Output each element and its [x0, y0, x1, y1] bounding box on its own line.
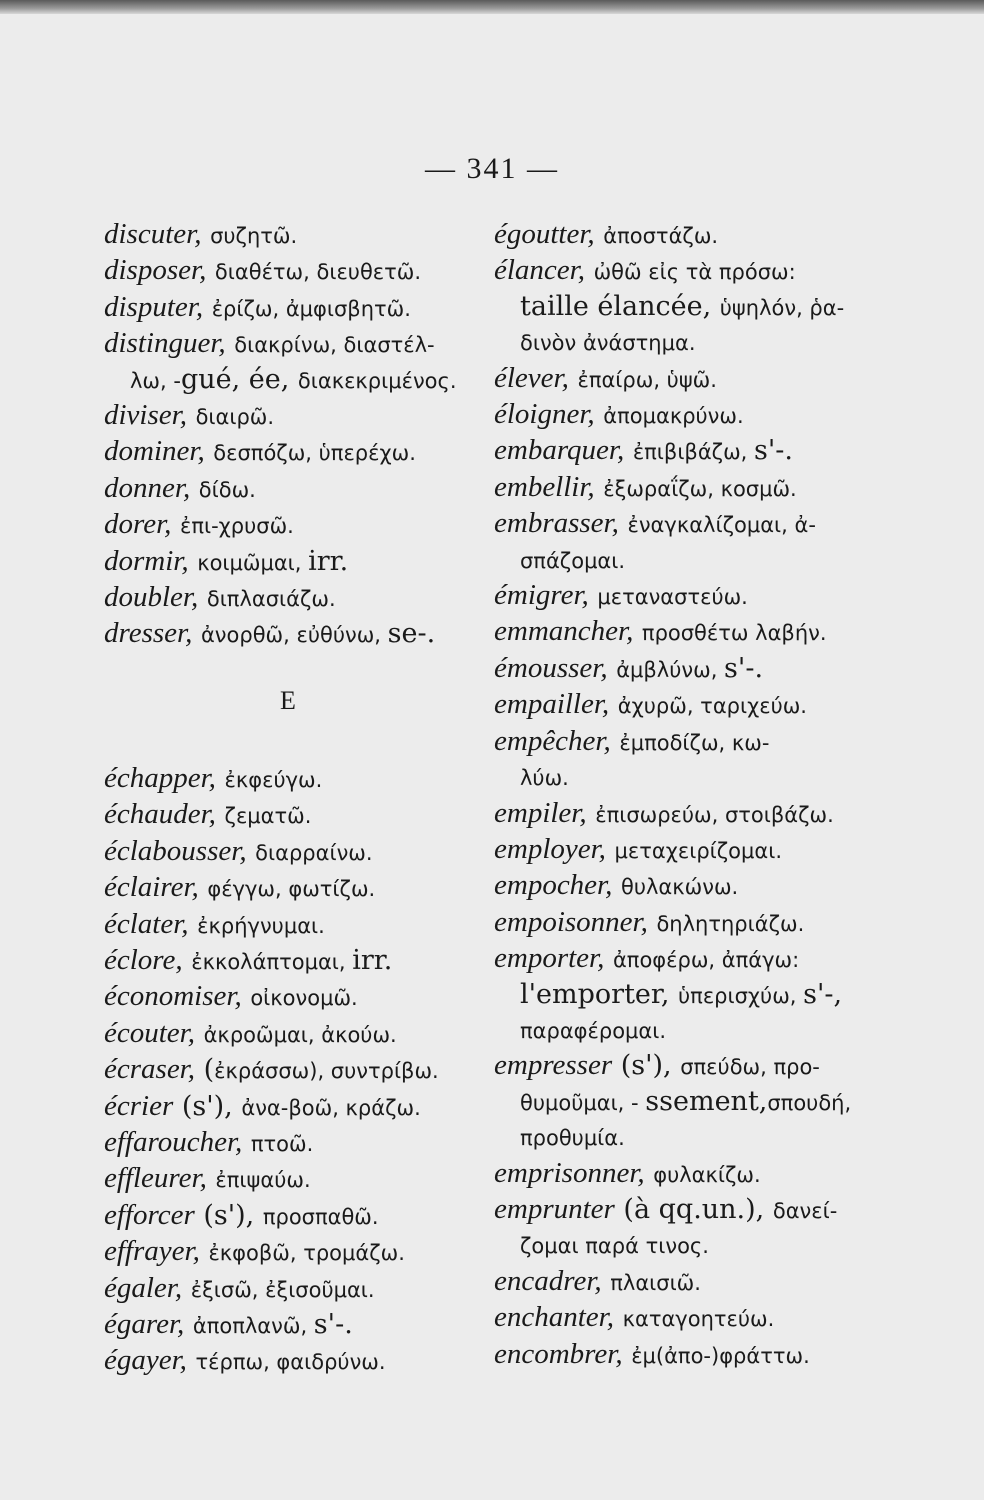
dictionary-entry	[104, 1125, 482, 1161]
headword: écrier	[104, 1089, 174, 1122]
headword: échapper,	[104, 761, 216, 794]
definition: ἐμ(ἀπο-)φράττω.	[631, 1343, 810, 1368]
headword: disposer,	[104, 254, 207, 287]
definition: συζητῶ.	[210, 224, 298, 248]
headword: économiser,	[104, 980, 242, 1013]
dictionary-entry	[494, 1300, 894, 1336]
definition: καταγοητεύω.	[622, 1307, 775, 1332]
definition: ἐρίζω, ἀμφισβητῶ.	[211, 296, 411, 321]
definition: (s'), σπεύδω, προ-	[612, 1050, 820, 1082]
definition: ἀκροῶμαι, ἀκούω.	[203, 1022, 397, 1047]
headword: emprunter	[494, 1192, 615, 1225]
headword: emporter,	[494, 942, 605, 975]
definition: l'emporter, ὑπερισχύω, s'-,	[520, 978, 843, 1010]
section-letter: E	[280, 685, 296, 715]
definition: ἐκρήγνυμαι.	[197, 913, 325, 938]
dictionary-entry	[494, 578, 894, 614]
headword: dominer,	[104, 435, 205, 468]
dictionary-entry	[104, 1343, 482, 1379]
dictionary-entry	[104, 1016, 482, 1052]
headword: embellir,	[494, 470, 595, 503]
definition: προθυμία.	[520, 1126, 625, 1151]
definition: φέγγω, φωτίζω.	[207, 877, 376, 902]
headword: égoutter,	[494, 218, 595, 250]
headword: discuter,	[104, 218, 202, 250]
dictionary-entry	[494, 397, 894, 433]
entry-continuation	[494, 1228, 894, 1263]
headword: éclabousser,	[104, 834, 247, 867]
headword: dresser,	[104, 617, 193, 650]
dictionary-entry	[494, 361, 894, 397]
headword: enchanter,	[494, 1301, 614, 1334]
definition: λύω.	[520, 766, 569, 791]
definition: οἰκονομῶ.	[250, 986, 358, 1011]
definition: ἐκφεύγω.	[224, 767, 323, 792]
definition: ἐξισῶ, ἐξισοῦμαι.	[190, 1277, 375, 1302]
definition: (à qq.un.), δανεί-	[614, 1193, 838, 1225]
headword: embrasser,	[494, 507, 619, 540]
definition: ἐκφοβῶ, τρομάζω.	[208, 1241, 405, 1266]
definition: προσθέτω λαβήν.	[641, 621, 827, 646]
definition: διακρίνω, διαστέλ-	[234, 333, 435, 358]
dictionary-entry	[494, 1192, 894, 1228]
definition: μεταναστεύω.	[597, 585, 748, 610]
headword: empocher,	[494, 869, 613, 902]
dictionary-entry	[494, 1264, 894, 1300]
definition: (s'), προσπαθῶ.	[194, 1199, 379, 1231]
dictionary-entry	[104, 907, 482, 943]
headword: émousser,	[494, 651, 608, 684]
headword: élancer,	[494, 254, 585, 287]
definition: ζομαι παρά τινος.	[520, 1234, 709, 1259]
headword: encadrer,	[494, 1264, 602, 1297]
dictionary-entry	[494, 724, 894, 760]
page-top-edge	[0, 0, 984, 14]
headword: doubler,	[104, 581, 199, 614]
entry-continuation	[494, 1085, 894, 1120]
dictionary-entry	[104, 326, 482, 362]
headword: émigrer,	[494, 579, 589, 612]
definition: ἀποπλανῶ, s'-.	[192, 1308, 353, 1340]
definition: διπλασιάζω.	[206, 587, 336, 612]
headword: donner,	[104, 471, 191, 504]
definition: δίδω.	[198, 477, 256, 502]
definition: δηλητηριάζω.	[656, 911, 805, 936]
dictionary-entry	[494, 1156, 894, 1192]
definition: (s'), ἀνα-βοῶ, κράζω.	[173, 1090, 421, 1122]
dictionary-entry	[104, 580, 482, 616]
headword: encombrer,	[494, 1337, 623, 1370]
dictionary-entry	[494, 687, 894, 723]
definition: ἀποστάζω.	[603, 224, 719, 248]
dictionary-entry	[104, 398, 482, 434]
headword: écraser,	[104, 1053, 196, 1086]
left-column	[104, 217, 482, 1380]
entry-continuation	[494, 1013, 894, 1048]
dictionary-entry	[104, 1089, 482, 1125]
dictionary-entry	[104, 253, 482, 289]
definition: ἀμβλύνω, s'-.	[616, 652, 764, 684]
entry-continuation	[494, 978, 894, 1013]
dictionary-entry	[104, 1271, 482, 1307]
definition: πτοῶ.	[250, 1131, 314, 1156]
dictionary-entry	[104, 797, 482, 833]
dictionary-entry	[104, 1161, 482, 1197]
headword: dormir,	[104, 544, 189, 577]
headword: dorer,	[104, 508, 172, 541]
definition: ἀχυρῶ, ταριχεύω.	[617, 694, 807, 719]
definition: ἐναγκαλίζομαι, ἀ-	[627, 513, 816, 538]
headword: diviser,	[104, 399, 187, 432]
definition: ἐμποδίζω, κω-	[619, 730, 770, 755]
entry-continuation	[494, 290, 894, 325]
headword: effaroucher,	[104, 1125, 243, 1158]
dictionary-entry	[494, 868, 894, 904]
headword: empailler,	[494, 688, 610, 721]
definition: ἀνορθῶ, εὐθύνω, se-.	[200, 618, 436, 650]
definition: θυμοῦμαι, - ssement,σπουδή,	[520, 1085, 852, 1117]
headword: efforcer	[104, 1198, 195, 1231]
definition: παραφέρομαι.	[520, 1018, 667, 1043]
definition: λω, -gué, ée, διακεκριμένος.	[130, 363, 457, 395]
entry-continuation	[494, 760, 894, 795]
dictionary-entry	[494, 1048, 894, 1084]
dictionary-entry	[494, 433, 894, 469]
definition: σπάζομαι.	[520, 548, 626, 573]
headword: empiler,	[494, 796, 587, 829]
dictionary-entry	[104, 870, 482, 906]
dictionary-entry	[104, 544, 482, 580]
dictionary-entry	[104, 290, 482, 326]
headword: empresser	[494, 1049, 613, 1082]
definition: ζεματῶ.	[224, 804, 312, 829]
definition: ὠθῶ εἰς τὰ πρόσω:	[593, 260, 796, 285]
dictionary-entry	[494, 1337, 894, 1373]
dictionary-entry	[104, 834, 482, 870]
headword: élever,	[494, 361, 569, 394]
headword: empêcher,	[494, 724, 611, 757]
dictionary-entry	[104, 943, 482, 979]
entry-continuation	[494, 1120, 894, 1155]
dictionary-entry	[494, 253, 894, 289]
entry-continuation	[494, 543, 894, 578]
headword: échauder,	[104, 798, 216, 831]
definition: διαιρῶ.	[195, 405, 275, 430]
headword: distinguer,	[104, 327, 226, 360]
dictionary-entry	[104, 217, 482, 253]
definition: διαρραίνω.	[255, 840, 373, 865]
headword: effleurer,	[104, 1162, 207, 1195]
right-column	[494, 217, 894, 1373]
definition: μεταχειρίζομαι.	[614, 838, 783, 863]
definition: θυλακώνω.	[620, 875, 739, 900]
definition: ἀπομακρύνω.	[603, 404, 744, 429]
dictionary-entry	[104, 761, 482, 797]
dictionary-entry	[104, 471, 482, 507]
dictionary-entry	[104, 1052, 482, 1088]
entry-continuation	[494, 325, 894, 360]
headword: emprisonner,	[494, 1156, 645, 1189]
headword: éclore,	[104, 943, 183, 976]
dictionary-entry	[494, 832, 894, 868]
page-number: — 341 —	[425, 152, 559, 185]
definition: ἐπισωρεύω, στοιβάζω.	[595, 802, 834, 827]
dictionary-entry	[494, 506, 894, 542]
headword: employer,	[494, 832, 606, 865]
dictionary-entry	[494, 796, 894, 832]
headword: égayer,	[104, 1344, 187, 1377]
headword: éclater,	[104, 907, 189, 940]
headword: écouter,	[104, 1016, 195, 1049]
dictionary-entry	[104, 979, 482, 1015]
headword: égaler,	[104, 1271, 183, 1304]
headword: emmancher,	[494, 615, 634, 648]
headword: disputer,	[104, 290, 204, 323]
definition: ἐκκολάπτομαι, irr.	[191, 944, 393, 976]
headword: embarquer,	[494, 434, 625, 467]
definition: ἐξωραΐζω, κοσμῶ.	[603, 476, 797, 501]
dictionary-entry	[494, 905, 894, 941]
headword: empoisonner,	[494, 905, 648, 938]
definition: ἀποφέρω, ἀπάγω:	[612, 948, 800, 973]
dictionary-entry	[494, 470, 894, 506]
headword: éloigner,	[494, 398, 595, 431]
definition: φυλακίζω.	[653, 1162, 761, 1187]
headword: éclairer,	[104, 871, 199, 904]
definition: (ἐκράσσω), συντρίβω.	[195, 1054, 439, 1086]
definition: ἐπιβιβάζω, s'-.	[632, 435, 794, 467]
definition: ἐπιψαύω.	[215, 1168, 311, 1193]
definition: ἐπαίρω, ὑψῶ.	[577, 367, 717, 392]
entry-continuation	[104, 363, 482, 398]
definition: taille élancée, ὑψηλόν, ῥα-	[520, 290, 845, 322]
dictionary-entry	[494, 614, 894, 650]
dictionary-entry	[104, 1198, 482, 1234]
dictionary-entry	[494, 217, 894, 253]
definition: πλαισιῶ.	[610, 1270, 701, 1295]
definition: δινὸν ἀνάστημα.	[520, 331, 696, 356]
definition: τέρπω, φαιδρύνω.	[195, 1350, 386, 1375]
dictionary-entry	[104, 434, 482, 470]
definition: διαθέτω, διευθετῶ.	[214, 260, 422, 285]
dictionary-entry	[494, 941, 894, 977]
definition: ἐπι-χρυσῶ.	[180, 514, 294, 539]
dictionary-entry	[104, 616, 482, 652]
definition: κοιμῶμαι, irr.	[197, 545, 349, 577]
headword: effrayer,	[104, 1235, 200, 1268]
dictionary-entry	[104, 507, 482, 543]
dictionary-entry	[104, 1307, 482, 1343]
headword: égarer,	[104, 1307, 185, 1340]
definition: δεσπόζω, ὑπερέχω.	[213, 441, 416, 466]
dictionary-entry	[494, 651, 894, 687]
dictionary-entry	[104, 1234, 482, 1270]
